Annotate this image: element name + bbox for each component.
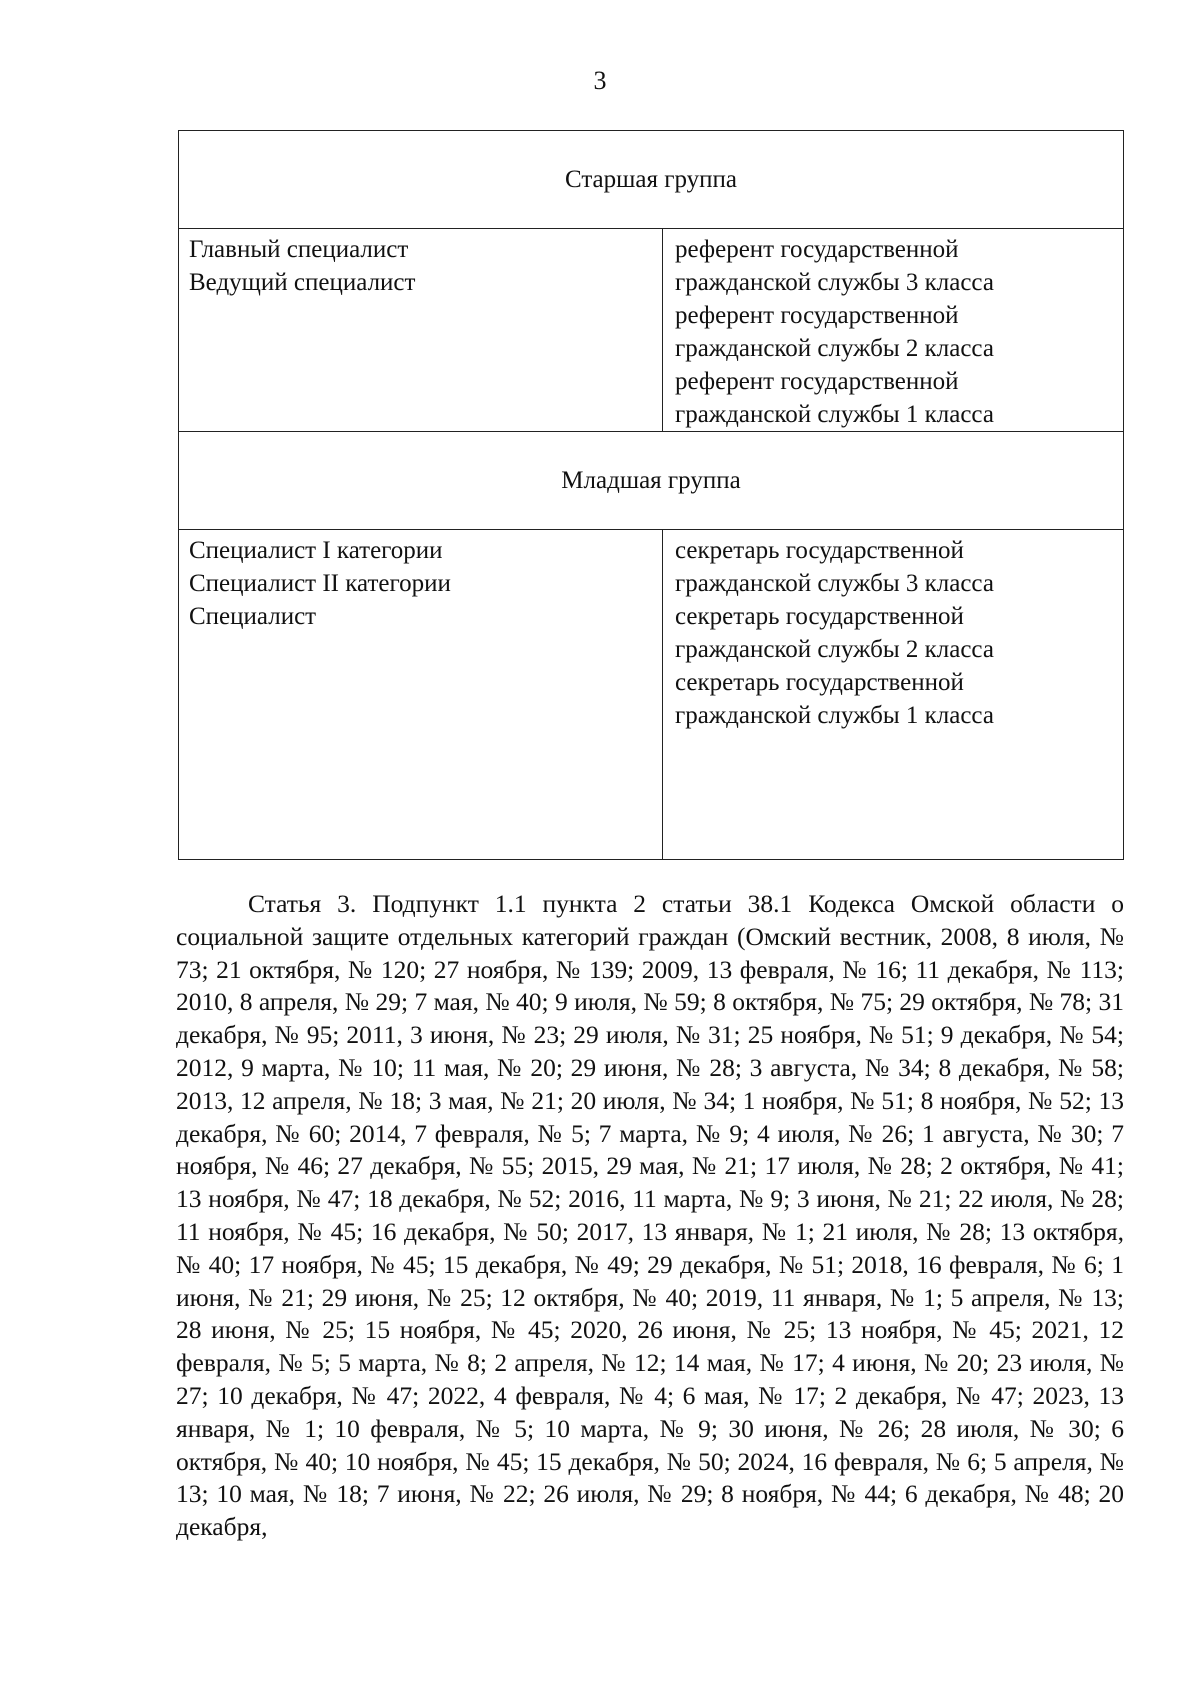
rank-line: гражданской службы 1 класса [675,401,994,428]
table-row-senior-heading [179,131,1124,229]
positions-cell-senior [179,229,663,432]
positions-cell-junior [179,530,663,860]
position-name: Главный специалист [189,236,409,263]
rank-line: гражданской службы 3 класса [675,570,994,597]
grade-table [178,130,1124,860]
rank-line: секретарь государственной [675,603,964,630]
rank-line: референт государственной [675,368,959,395]
rank-line: гражданской службы 1 класса [675,702,994,729]
ranks-cell-junior [663,530,1124,860]
rank-line: гражданской службы 2 класса [675,636,994,663]
rank-line: секретарь государственной [675,669,964,696]
table-row-senior [179,229,1124,432]
rank-line: референт государственной [675,236,959,263]
article-paragraph: Статья 3. Подпункт 1.1 пункта 2 статьи 38.1 Кодекса Омской области о социальной защите отдельных категорий граждан (Омский вестник, 2008, 8 июля, № 73; 21 октября, № 120; 27 ноября, № 139; 2009, 13 февраля, № 16; 11 декабря, № 113; 2010, 8 апреля, № 29; 7 мая, № 40; 9 июля, № 59; 8 октября, № 75; 29 октября, № 78; 31 декабря, № 95; 2011, 3 июня, № 23; 29 июля, № 31; 25 ноября, № 51; 9 декабря, № 54; 2012, 9 марта, № 10; 11 мая, № 20; 29 июня, № 28; 3 августа, № 34; 8 декабря, № 58; 2013, 12 апреля, № 18; 3 мая, № 21; 20 июля, № 34; 1 ноября, № 51; 8 ноября, № 52; 13 декабря, № 60; 2014, 7 февраля, № 5; 7 марта, № 9; 4 июля, № 26; 1 августа, № 30; 7 ноября, № 46; 27 декабря, № 55; 2015, 29 мая, № 21; 17 июля, № 28; 2 октября, № 41; 13 ноября, № 47; 18 декабря, № 52; 2016, 11 марта, № 9; 3 июня, № 21; 22 июля, № 28; 11 ноября, № 45; 16 декабря, № 50; 2017, 13 января, № 1; 21 июля, № 28; 13 октября, № 40; 17 ноября, № 45; 15 декабря, № 49; 29 декабря, № 51; 2018, 16 февраля, № 6; 1 июня, № 21; 29 июня, № 25; 12 октября, № 40; 2019, 11 января, № 1; 5 апреля, № 13; 28 июня, № 25; 15 ноября, № 45; 2020, 26 июня, № 25; 13 ноября, № 45; 2021, 12 февраля, № 5; 5 марта, № 8; 2 апреля, № 12; 14 мая, № 17; 4 июня, № 20; 23 июля, № 27; 10 декабря, № 47; 2022, 4 февраля, № 4; 6 мая, № 17; 2 декабря, № 47; 2023, 13 января, № 1; 10 февраля, № 5; 10 марта, № 9; 30 июня, № 26; 28 июля, № 30; 6 октября, № 40; 10 ноября, № 45; 15 декабря, № 50; 2024, 16 февраля, № 6; 5 апреля, № 13; 10 мая, № 18; 7 июня, № 22; 26 июля, № 29; 8 ноября, № 44; 6 декабря, № 48; 20 декабря, [176,889,1124,1542]
rank-line: гражданской службы 3 класса [675,269,994,296]
position-name: Специалист II категории [189,570,451,597]
table-row-junior-heading [179,432,1124,530]
page-number: 3 [593,66,607,95]
rank-line: гражданской службы 2 класса [675,335,994,362]
group-title-senior: Старшая группа [179,131,1124,229]
position-name: Ведущий специалист [189,269,416,296]
ranks-cell-senior [663,229,1124,432]
position-name: Специалист [189,603,317,630]
rank-line: референт государственной [675,302,959,329]
table-row-junior [179,530,1124,860]
rank-line: секретарь государственной [675,537,964,564]
position-name: Специалист I категории [189,537,443,564]
group-title-junior: Младшая группа [179,432,1124,530]
